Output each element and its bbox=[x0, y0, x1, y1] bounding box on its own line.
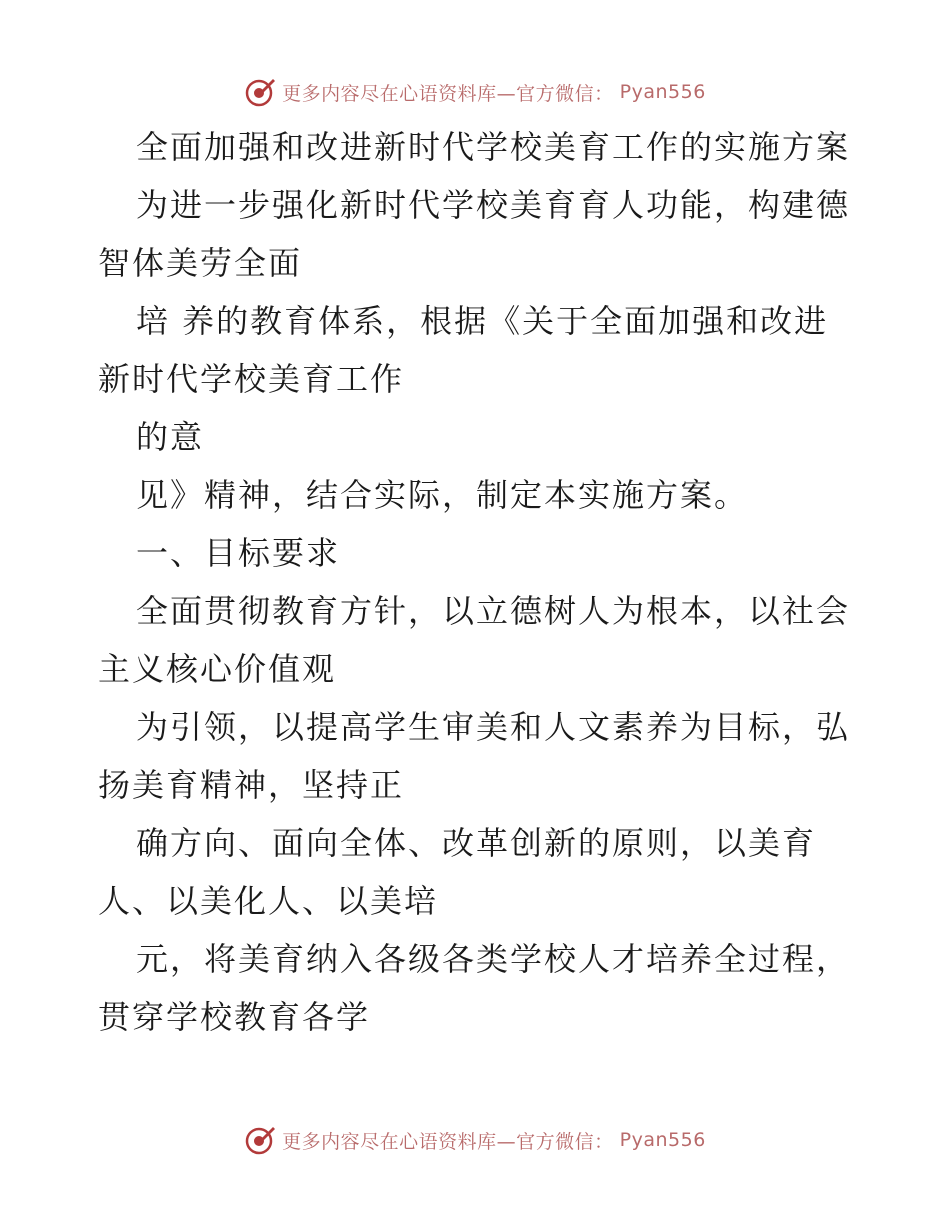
footer-watermark bbox=[0, 1120, 950, 1160]
text-line: 元，将美育纳入各级各类学校人才培养全过程， bbox=[136, 940, 851, 978]
watermark-wechat-id: Pyan556 bbox=[619, 81, 706, 103]
watermark-text: 更多内容尽在心语资料库—官方微信： bbox=[282, 82, 614, 105]
pen-logo-icon bbox=[244, 1124, 276, 1156]
document-body bbox=[98, 118, 858, 1046]
header-watermark bbox=[0, 72, 950, 112]
text-line: 培 养的教育体系，根据《关于全面加强和改进 bbox=[136, 302, 829, 340]
text-line: 全面贯彻教育方针，以立德树人为根本，以社会 bbox=[136, 592, 851, 630]
text-line: 的意 bbox=[136, 418, 205, 456]
text-line: 人、以美化人、以美培 bbox=[98, 882, 439, 920]
text-line: 一、目标要求 bbox=[136, 534, 341, 572]
text-line: 扬美育精神，坚持正 bbox=[98, 766, 405, 804]
text-line: 为引领，以提高学生审美和人文素养为目标，弘 bbox=[136, 708, 851, 746]
text-line: 主义核心价值观 bbox=[98, 650, 337, 688]
watermark-wechat-id: Pyan556 bbox=[619, 1129, 706, 1151]
text-line: 新时代学校美育工作 bbox=[98, 360, 405, 398]
pen-logo-icon bbox=[244, 76, 276, 108]
watermark-text: 更多内容尽在心语资料库—官方微信： bbox=[282, 1130, 614, 1153]
text-line: 见》精神，结合实际，制定本实施方案。 bbox=[136, 476, 749, 514]
text-line: 确方向、面向全体、改革创新的原则，以美育 bbox=[136, 824, 817, 862]
text-line: 智体美劳全面 bbox=[98, 244, 303, 282]
text-line: 贯穿学校教育各学 bbox=[98, 998, 371, 1036]
text-line: 为进一步强化新时代学校美育育人功能，构建德 bbox=[136, 186, 851, 224]
text-line: 全面加强和改进新时代学校美育工作的实施方案 bbox=[136, 128, 851, 166]
